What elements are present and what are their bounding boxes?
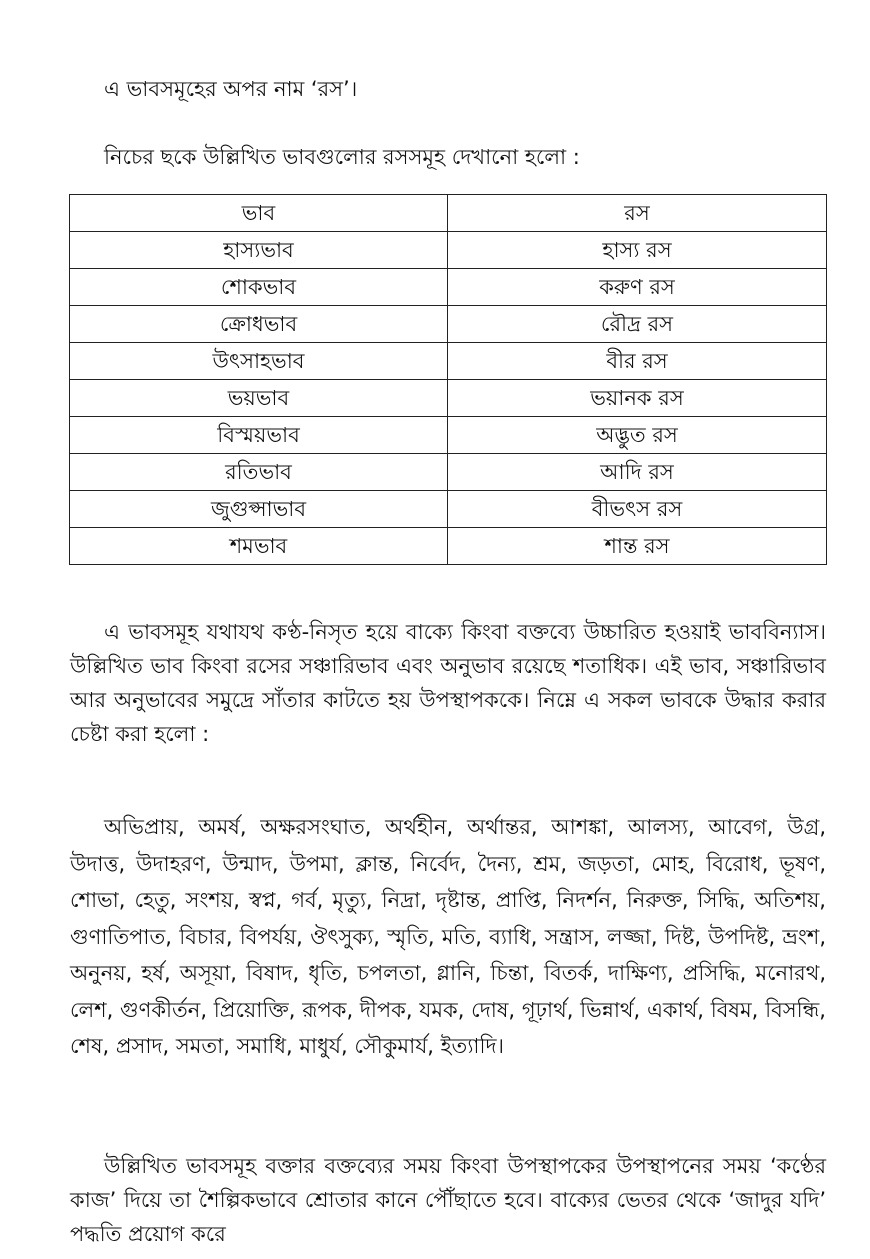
table-cell-bhava: শমভাব (70, 528, 448, 565)
table-row (70, 417, 827, 454)
table-cell-rasa: ভয়ানক রস (448, 380, 827, 417)
table-cell-bhava: জুগুপ্সাভাব (70, 491, 448, 528)
intro-line-table-caption: নিচের ছকে উল্লিখিত ভাবগুলোর রসসমূহ দেখানো হলো : (104, 145, 580, 169)
table-cell-bhava: উৎসাহভাব (70, 343, 448, 380)
table-cell-rasa: শান্ত রস (448, 528, 827, 565)
table-cell-bhava: শোকভাব (70, 269, 448, 306)
table-cell-rasa: আদি রস (448, 454, 827, 491)
table-cell-bhava: বিস্ময়ভাব (70, 417, 448, 454)
paragraph-bhava-list: অভিপ্রায়, অমর্ষ, অক্ষরসংঘাত, অর্থহীন, অর্থান্তর, আশঙ্কা, আলস্য, আবেগ, উগ্র, উদাত্ত, উদাহরণ, উন্মাদ, উপমা, ক্লান্ত, নির্বেদ, দৈন্য, শ্রম, জড়তা, মোহ, বিরোধ, ভূষণ, শোভা, হেতু, সংশয়, স্বপ্ন, গর্ব, মৃত্যু, নিদ্রা, দৃষ্টান্ত, প্রাপ্তি, নিদর্শন, নিরুক্ত, সিদ্ধি, অতিশয়, গুণাতিপাত, বিচার, বিপর্যয়, ঔৎসুক্য, স্মৃতি, মতি, ব্যাধি, সন্ত্রাস, লজ্জা, দিষ্ট, উপদিষ্ট, ভ্রংশ, অনুনয়, হর্ষ, অসূয়া, বিষাদ, ধৃতি, চপলতা, গ্লানি, চিন্তা, বিতর্ক, দাক্ষিণ্য, প্রসিদ্ধি, মনোরথ, লেশ, গুণকীর্তন, প্রিয়োক্তি, রূপক, দীপক, যমক, দোষ, গূঢ়ার্থ, ভিন্নার্থ, একার্থ, বিষম, বিসন্ধি, শেষ, প্রসাদ, সমতা, সমাধি, মাধুর্য, সৌকুমার্য, ইত্যাদি। (70, 815, 826, 1058)
table-row (70, 232, 827, 269)
table-row (70, 269, 827, 306)
table-row (70, 306, 827, 343)
table-cell-rasa: বীভৎস রস (448, 491, 827, 528)
intro-line-rasa-name: এ ভাবসমূহের অপর নাম ‘রস’। (104, 77, 358, 101)
table-cell-bhava: ক্রোধভাব (70, 306, 448, 343)
table-row (70, 380, 827, 417)
table-cell-rasa: রৌদ্র রস (448, 306, 827, 343)
table-header-row (70, 195, 827, 232)
table-cell-bhava: হাস্যভাব (70, 232, 448, 269)
paragraph-bhava-vinyas: এ ভাবসমূহ যথাযথ কণ্ঠ-নিসৃত হয়ে বাক্যে কিংবা বক্তব্যে উচ্চারিত হওয়াই ভাববিন্যাস। উল্লিখিত ভাব কিংবা রসের সঞ্চারিভাব এবং অনুভাব রয়েছে শতাধিক। এই ভাব, সঞ্চারিভাব আর অনুভাবের সমুদ্রে সাঁতার কাটতে হয় উপস্থাপককে। নিম্নে এ সকল ভাবকে উদ্ধার করার চেষ্টা করা হলো : (70, 620, 826, 746)
table-cell-rasa: করুণ রস (448, 269, 827, 306)
table-header-bhava: ভাব (70, 195, 448, 232)
table-cell-rasa: বীর রস (448, 343, 827, 380)
table-row (70, 454, 827, 491)
table-cell-bhava: রতিভাব (70, 454, 448, 491)
table-row (70, 528, 827, 565)
table-header-rasa: রস (448, 195, 827, 232)
table-row (70, 343, 827, 380)
table-cell-bhava: ভয়ভাব (70, 380, 448, 417)
table-cell-rasa: অদ্ভুত রস (448, 417, 827, 454)
table-row (70, 491, 827, 528)
table-cell-rasa: হাস্য রস (448, 232, 827, 269)
bhava-rasa-table (69, 194, 827, 565)
paragraph-presenter-delivery: উল্লিখিত ভাবসমূহ বক্তার বক্তব্যের সময় কিংবা উপস্থাপকের উপস্থাপনের সময় ‘কণ্ঠের কাজ’ দিয়ে তা শৈল্পিকভাবে শ্রোতার কানে পৌঁছাতে হবে। বাক্যের ভেতর থেকে ‘জাদুর যদি’ পদ্ধতি প্রয়োগ করে (70, 1154, 826, 1246)
